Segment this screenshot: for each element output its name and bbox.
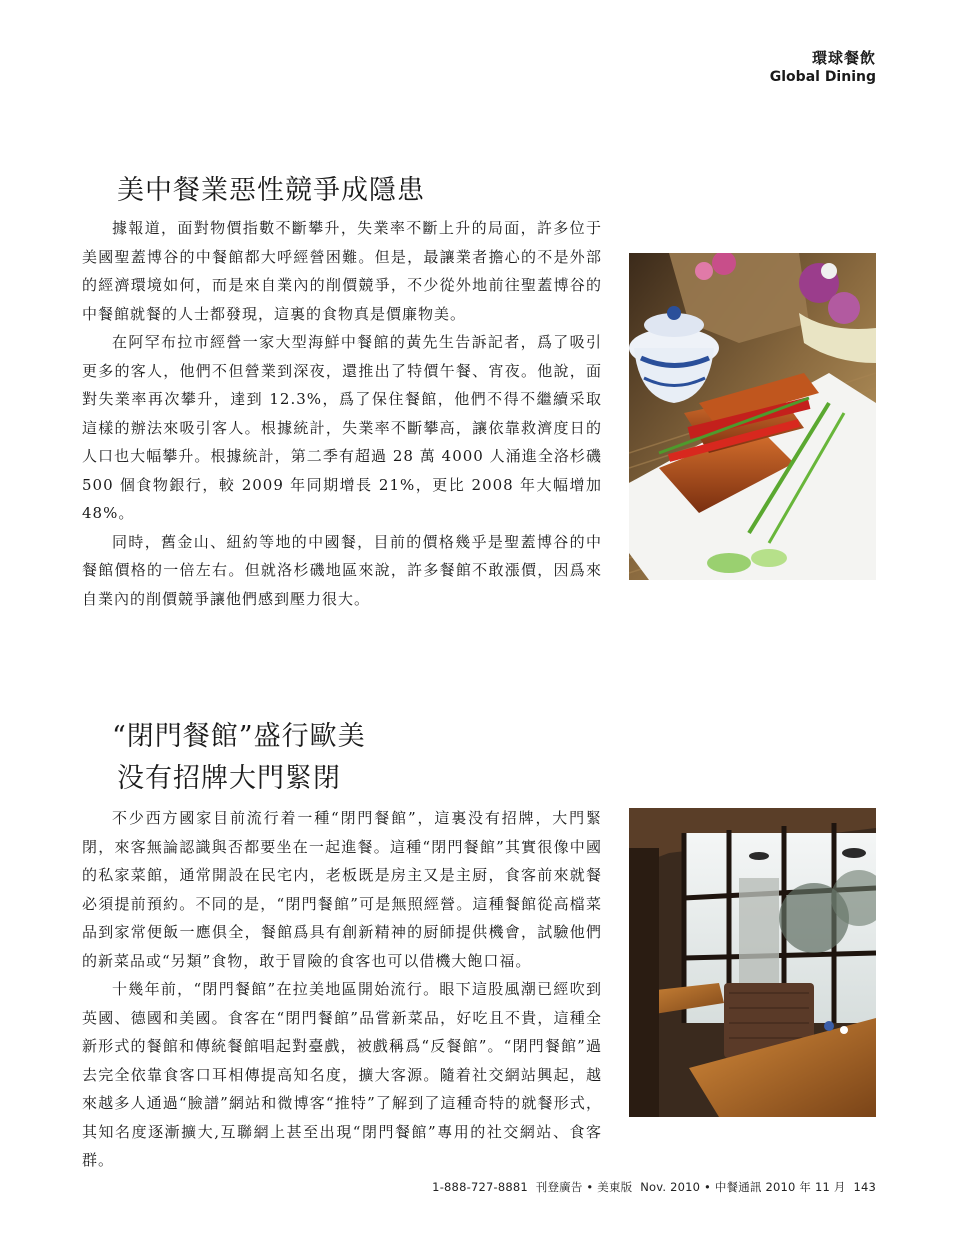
restaurant-interior-photo bbox=[629, 808, 876, 1117]
section-title-en: Global Dining bbox=[769, 69, 876, 85]
footer-phone: 1-888-727-8881 bbox=[432, 1180, 528, 1194]
article2-body bbox=[82, 804, 602, 1175]
article1-body bbox=[82, 214, 602, 613]
footer-issue: Nov. 2010 • 中餐通訊 2010 年 11 月 bbox=[640, 1180, 846, 1194]
article1-headline: 美中餐業惡性競爭成隱患 bbox=[117, 175, 425, 206]
article2-paragraph: 十幾年前，“閉門餐館”在拉美地區開始流行。眼下這股風潮已經吹到英國、德國和美國。食客在“閉門餐館”品嘗新菜品，好吃且不貴，這種全新形式的餐館和傳統餐館唱起對臺戲，被戲稱爲“反餐館”。“閉門餐館”過去完全依靠食客口耳相傳提高知名度，擴大客源。隨着社交網站興起，越來越多人通過“臉譜”網站和微博客“推特”了解到了這種奇特的就餐形式，其知名度逐漸擴大,互聯網上甚至出現“閉門餐館”專用的社交網站、食客群。 bbox=[82, 980, 602, 1169]
footer-ad-text: 刊登廣告 • 美東版 bbox=[535, 1180, 633, 1194]
article2-headline-line1: “閉門餐館”盛行歐美 bbox=[112, 721, 366, 752]
food-photo bbox=[629, 253, 876, 580]
food-photo-illustration bbox=[629, 253, 876, 580]
article1-paragraph: 據報道，面對物價指數不斷攀升，失業率不斷上升的局面，許多位于美國聖蓋博谷的中餐館都大呼經營困難。但是，最讓業者擔心的不是外部的經濟環境如何，而是來自業內的削價競爭，不少從外地前往聖蓋博谷的中餐館就餐的人士都發現，這裏的食物真是價廉物美。 bbox=[82, 219, 602, 323]
section-tag bbox=[770, 48, 876, 86]
article2-headline-line2: 没有招牌大門緊閉 bbox=[117, 763, 341, 794]
article1-paragraph: 在阿罕布拉市經營一家大型海鮮中餐館的黃先生告訴記者，爲了吸引更多的客人，他們不但營業到深夜，還推出了特價午餐、宵夜。他說，面對失業率再次攀升，達到 12.3%，爲了保住餐館，他們不得不繼續采取這樣的辦法來吸引客人。根據統計，失業率不斷攀高，讓依靠救濟度日的人口也大幅攀升。根據統計，第二季有超過 28 萬 4000 人涌進全洛杉磯 500 個食物銀行，較 2009 年同期增長 21%，更比 2008 年大幅增加 48%。 bbox=[82, 333, 602, 522]
section-title-cn: 環球餐飲 bbox=[811, 49, 876, 67]
restaurant-photo-illustration bbox=[629, 808, 876, 1117]
article2-paragraph: 不少西方國家目前流行着一種“閉門餐館”，這裏没有招牌，大門緊閉，來客無論認識與否都要坐在一起進餐。這種“閉門餐館”其實很像中國的私家菜館，通常開設在民宅内，老板既是房主又是主厨，食客前來就餐必須提前預約。不同的是，“閉門餐館”可是無照經營。這種餐館從高檔菜品到家常便飯一應俱全，餐館爲具有創新精神的厨師提供機會，試驗他們的新菜品或“另類”食物，敢于冒險的食客也可以借機大飽口福。 bbox=[82, 809, 602, 970]
page-footer bbox=[428, 1179, 876, 1195]
article1-paragraph: 同時，舊金山、紐約等地的中國餐，目前的價格幾乎是聖蓋博谷的中餐館價格的一倍左右。但就洛杉磯地區來說，許多餐館不敢漲價，因爲來自業內的削價競爭讓他們感到壓力很大。 bbox=[82, 532, 602, 608]
page-number: 143 bbox=[853, 1180, 876, 1194]
